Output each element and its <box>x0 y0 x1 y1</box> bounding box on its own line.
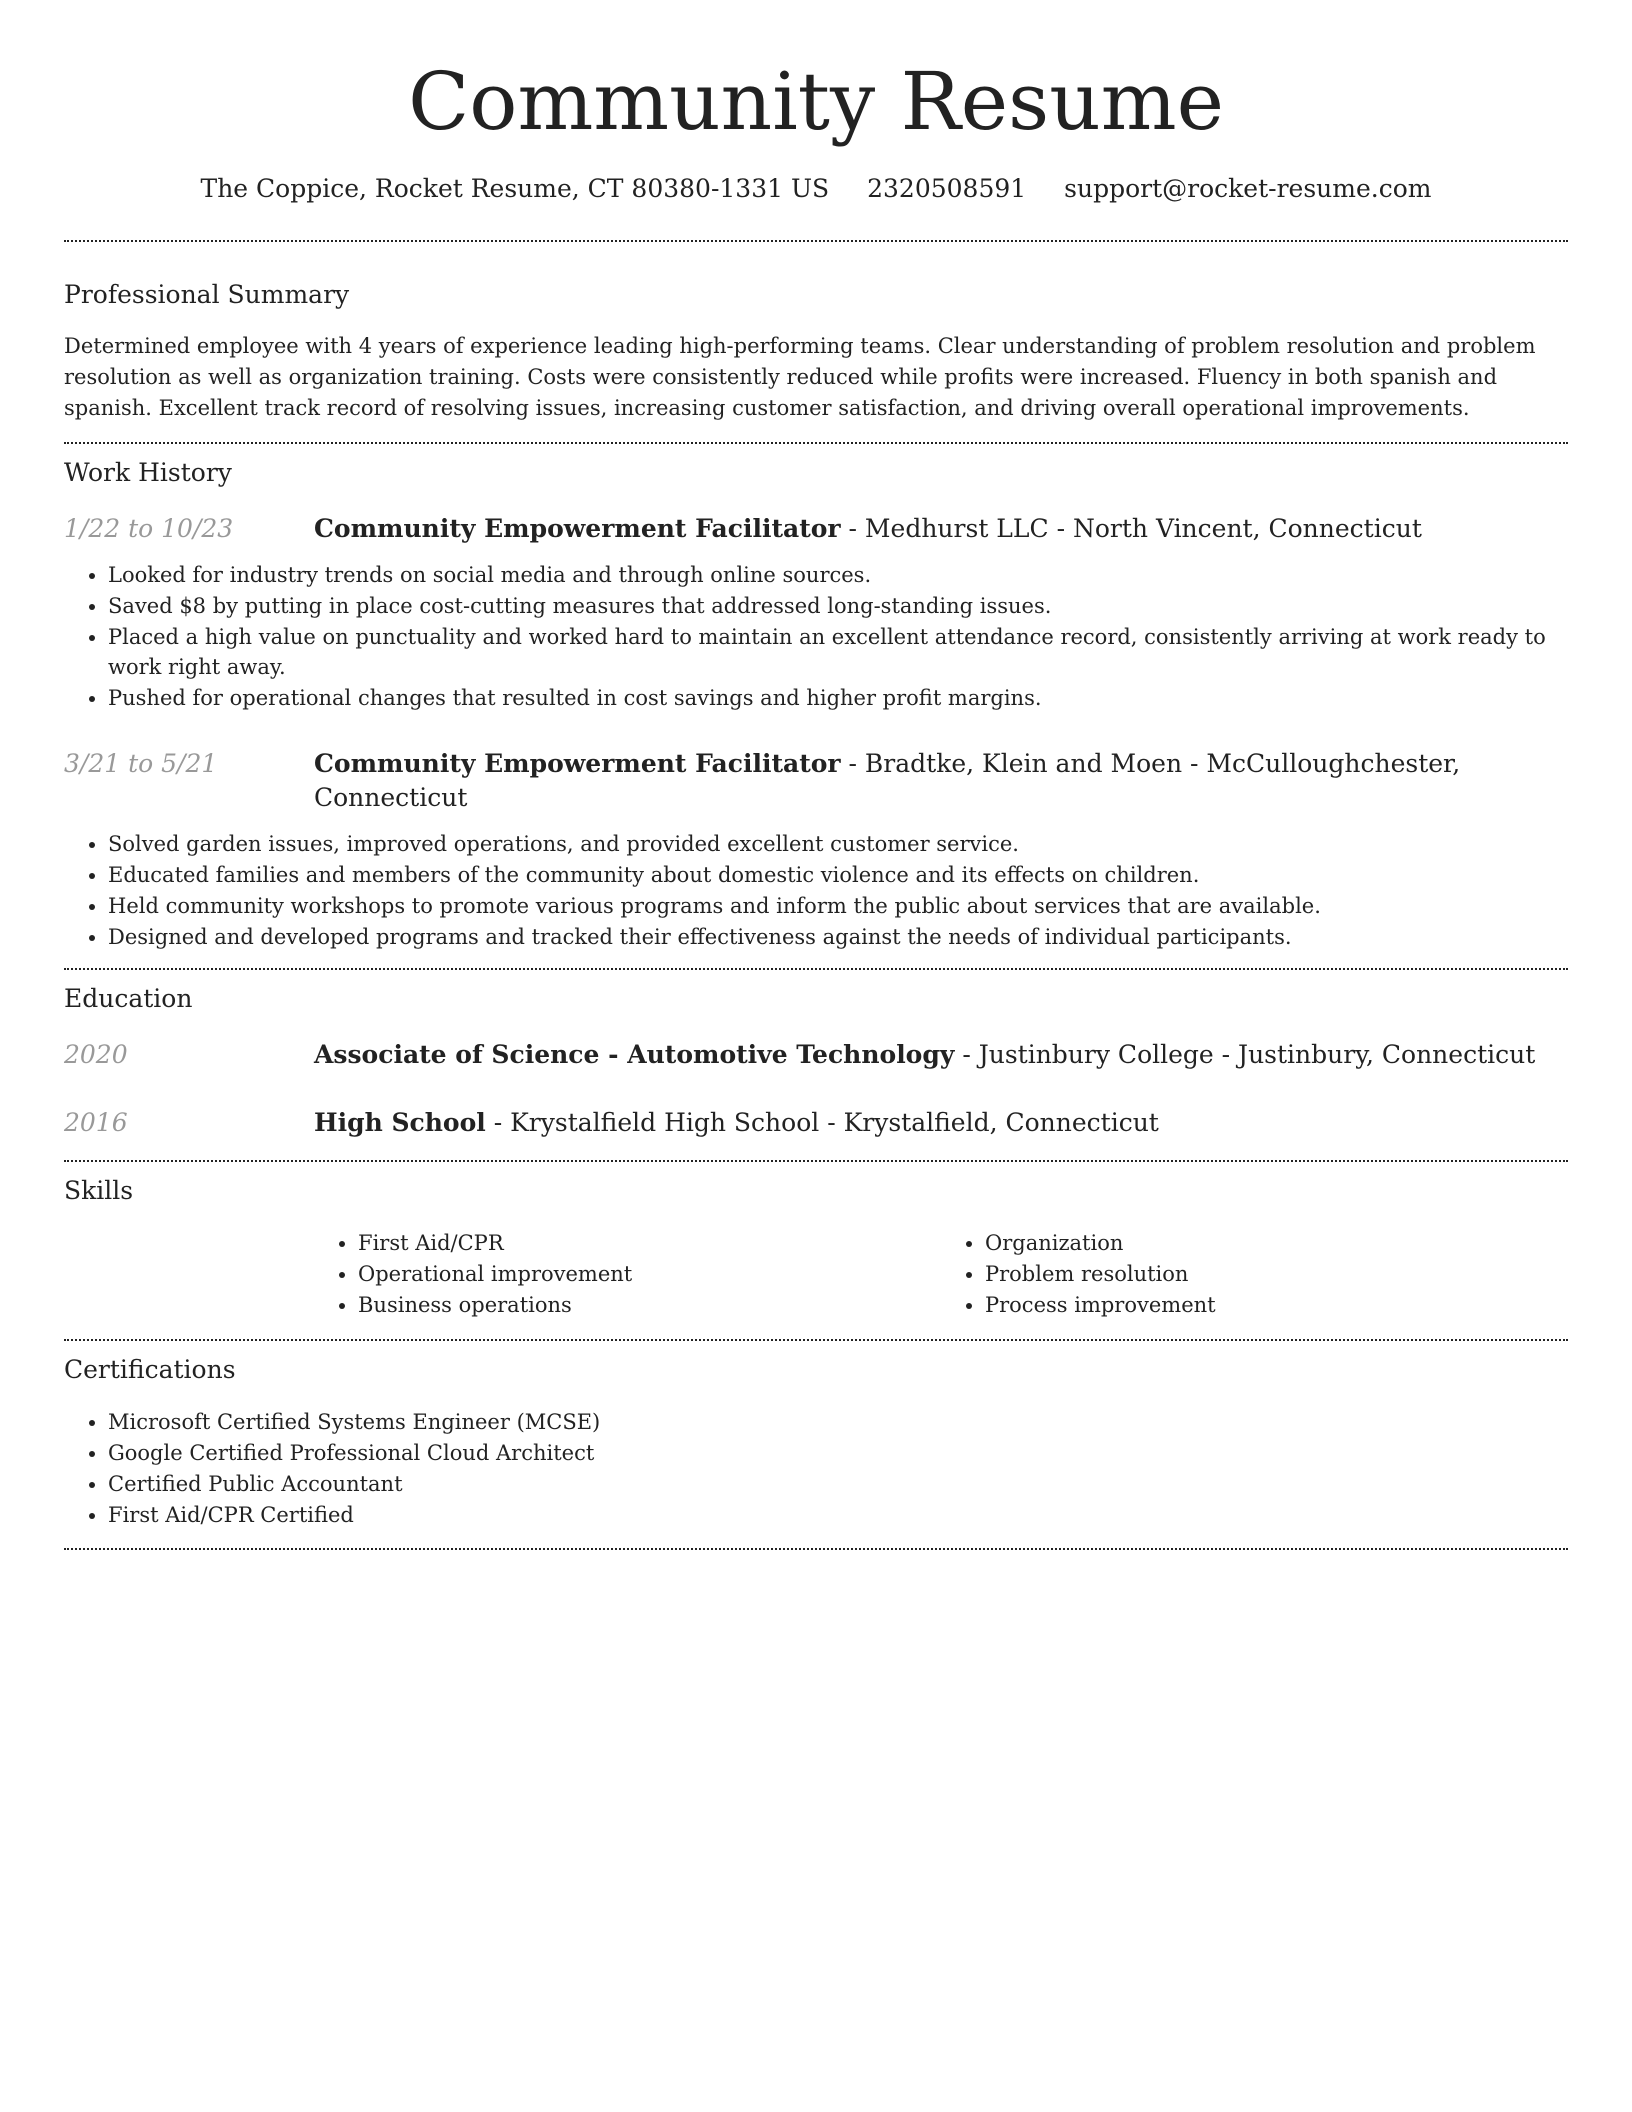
list-item: • Placed a high value on punctuality and worked hard to maintain an excellent attendance record, consistently arriving at work ready to work right away. <box>108 622 1568 682</box>
job-role: Community Empowerment Facilitator <box>314 749 841 778</box>
list-item: • Organization <box>985 1228 1568 1258</box>
list-item: • Operational improvement <box>358 1259 941 1289</box>
job-bullets <box>64 560 1568 713</box>
education-section <box>64 982 1568 1140</box>
list-item: • Microsoft Certified Systems Engineer (MCSE) <box>108 1407 1568 1437</box>
contact-address: The Coppice, Rocket Resume, CT 80380-1331 US <box>200 174 830 203</box>
list-item: • Business operations <box>358 1290 941 1320</box>
job-entry <box>64 747 1568 952</box>
education-year: 2020 <box>64 1040 128 1069</box>
education-year: 2016 <box>64 1108 128 1137</box>
section-title-work: Work History <box>64 458 232 487</box>
list-item: • Google Certified Professional Cloud Architect <box>108 1438 1568 1468</box>
skills-section <box>64 1174 1568 1321</box>
list-item: • Process improvement <box>985 1290 1568 1320</box>
resume-page <box>64 0 1568 1550</box>
list-item: • Held community workshops to promote various programs and inform the public about services that are available. <box>108 891 1568 921</box>
divider <box>64 240 1568 242</box>
divider <box>64 1548 1568 1550</box>
job-employer: - Bradtke, Klein and Moen - McCulloughchester, Connecticut <box>314 749 1461 812</box>
list-item: • Designed and developed programs and tracked their effectiveness against the needs of individual participants. <box>108 922 1568 952</box>
section-title-skills: Skills <box>64 1176 134 1205</box>
list-item: • Educated families and members of the community about domestic violence and its effects on children. <box>108 860 1568 890</box>
list-item: • Certified Public Accountant <box>108 1469 1568 1499</box>
job-entry <box>64 512 1568 713</box>
skills-list-right <box>941 1228 1568 1321</box>
section-title-summary: Professional Summary <box>64 280 350 309</box>
education-entry <box>64 1106 1568 1140</box>
contact-email: support@rocket-resume.com <box>1064 174 1432 203</box>
education-school: - Justinbury College - Justinbury, Connecticut <box>954 1040 1536 1069</box>
contact-phone: 2320508591 <box>867 174 1027 203</box>
contact-line <box>64 172 1568 206</box>
section-title-education: Education <box>64 984 193 1013</box>
education-heading <box>314 1038 1535 1072</box>
section-title-certifications: Certifications <box>64 1355 236 1384</box>
education-heading <box>314 1106 1159 1140</box>
list-item: • Saved $8 by putting in place cost-cutting measures that addressed long-standing issues. <box>108 591 1568 621</box>
job-dates: 1/22 to 10/23 <box>64 514 234 543</box>
resume-header <box>64 52 1568 206</box>
skills-list-left <box>314 1228 941 1321</box>
job-bullets <box>64 829 1568 952</box>
work-history-section <box>64 456 1568 952</box>
education-entry <box>64 1038 1568 1072</box>
job-heading <box>314 747 1568 815</box>
list-item: • Problem resolution <box>985 1259 1568 1289</box>
certifications-section <box>64 1353 1568 1530</box>
list-item: • Looked for industry trends on social media and through online sources. <box>108 560 1568 590</box>
list-item: • Solved garden issues, improved operations, and provided excellent customer service. <box>108 829 1568 859</box>
job-heading <box>314 512 1422 546</box>
job-employer: - Medhurst LLC - North Vincent, Connecticut <box>840 514 1422 543</box>
divider <box>64 968 1568 970</box>
education-degree: High School <box>314 1108 486 1137</box>
education-degree: Associate of Science - Automotive Technology <box>314 1040 955 1069</box>
divider <box>64 1339 1568 1341</box>
resume-name: Community Resume <box>408 55 1224 148</box>
summary-text: Determined employee with 4 years of experience leading high-performing teams. Clear understanding of problem resolution and problem resolution as well as organization training. Costs were consistently reduced while profits were increased. Fluency in both spanish and spanish. Excellent track record of resolving issues, increasing customer satisfaction, and driving overall operational improvements. <box>64 334 1536 420</box>
summary-section <box>64 278 1568 424</box>
certifications-list <box>64 1407 1568 1530</box>
list-item: • First Aid/CPR Certified <box>108 1500 1568 1530</box>
divider <box>64 442 1568 444</box>
job-role: Community Empowerment Facilitator <box>314 514 841 543</box>
divider <box>64 1160 1568 1162</box>
education-school: - Krystalfield High School - Krystalfield, Connecticut <box>485 1108 1159 1137</box>
list-item: • First Aid/CPR <box>358 1228 941 1258</box>
list-item: • Pushed for operational changes that resulted in cost savings and higher profit margins. <box>108 683 1568 713</box>
job-dates: 3/21 to 5/21 <box>64 749 218 778</box>
skills-grid <box>314 1228 1568 1321</box>
